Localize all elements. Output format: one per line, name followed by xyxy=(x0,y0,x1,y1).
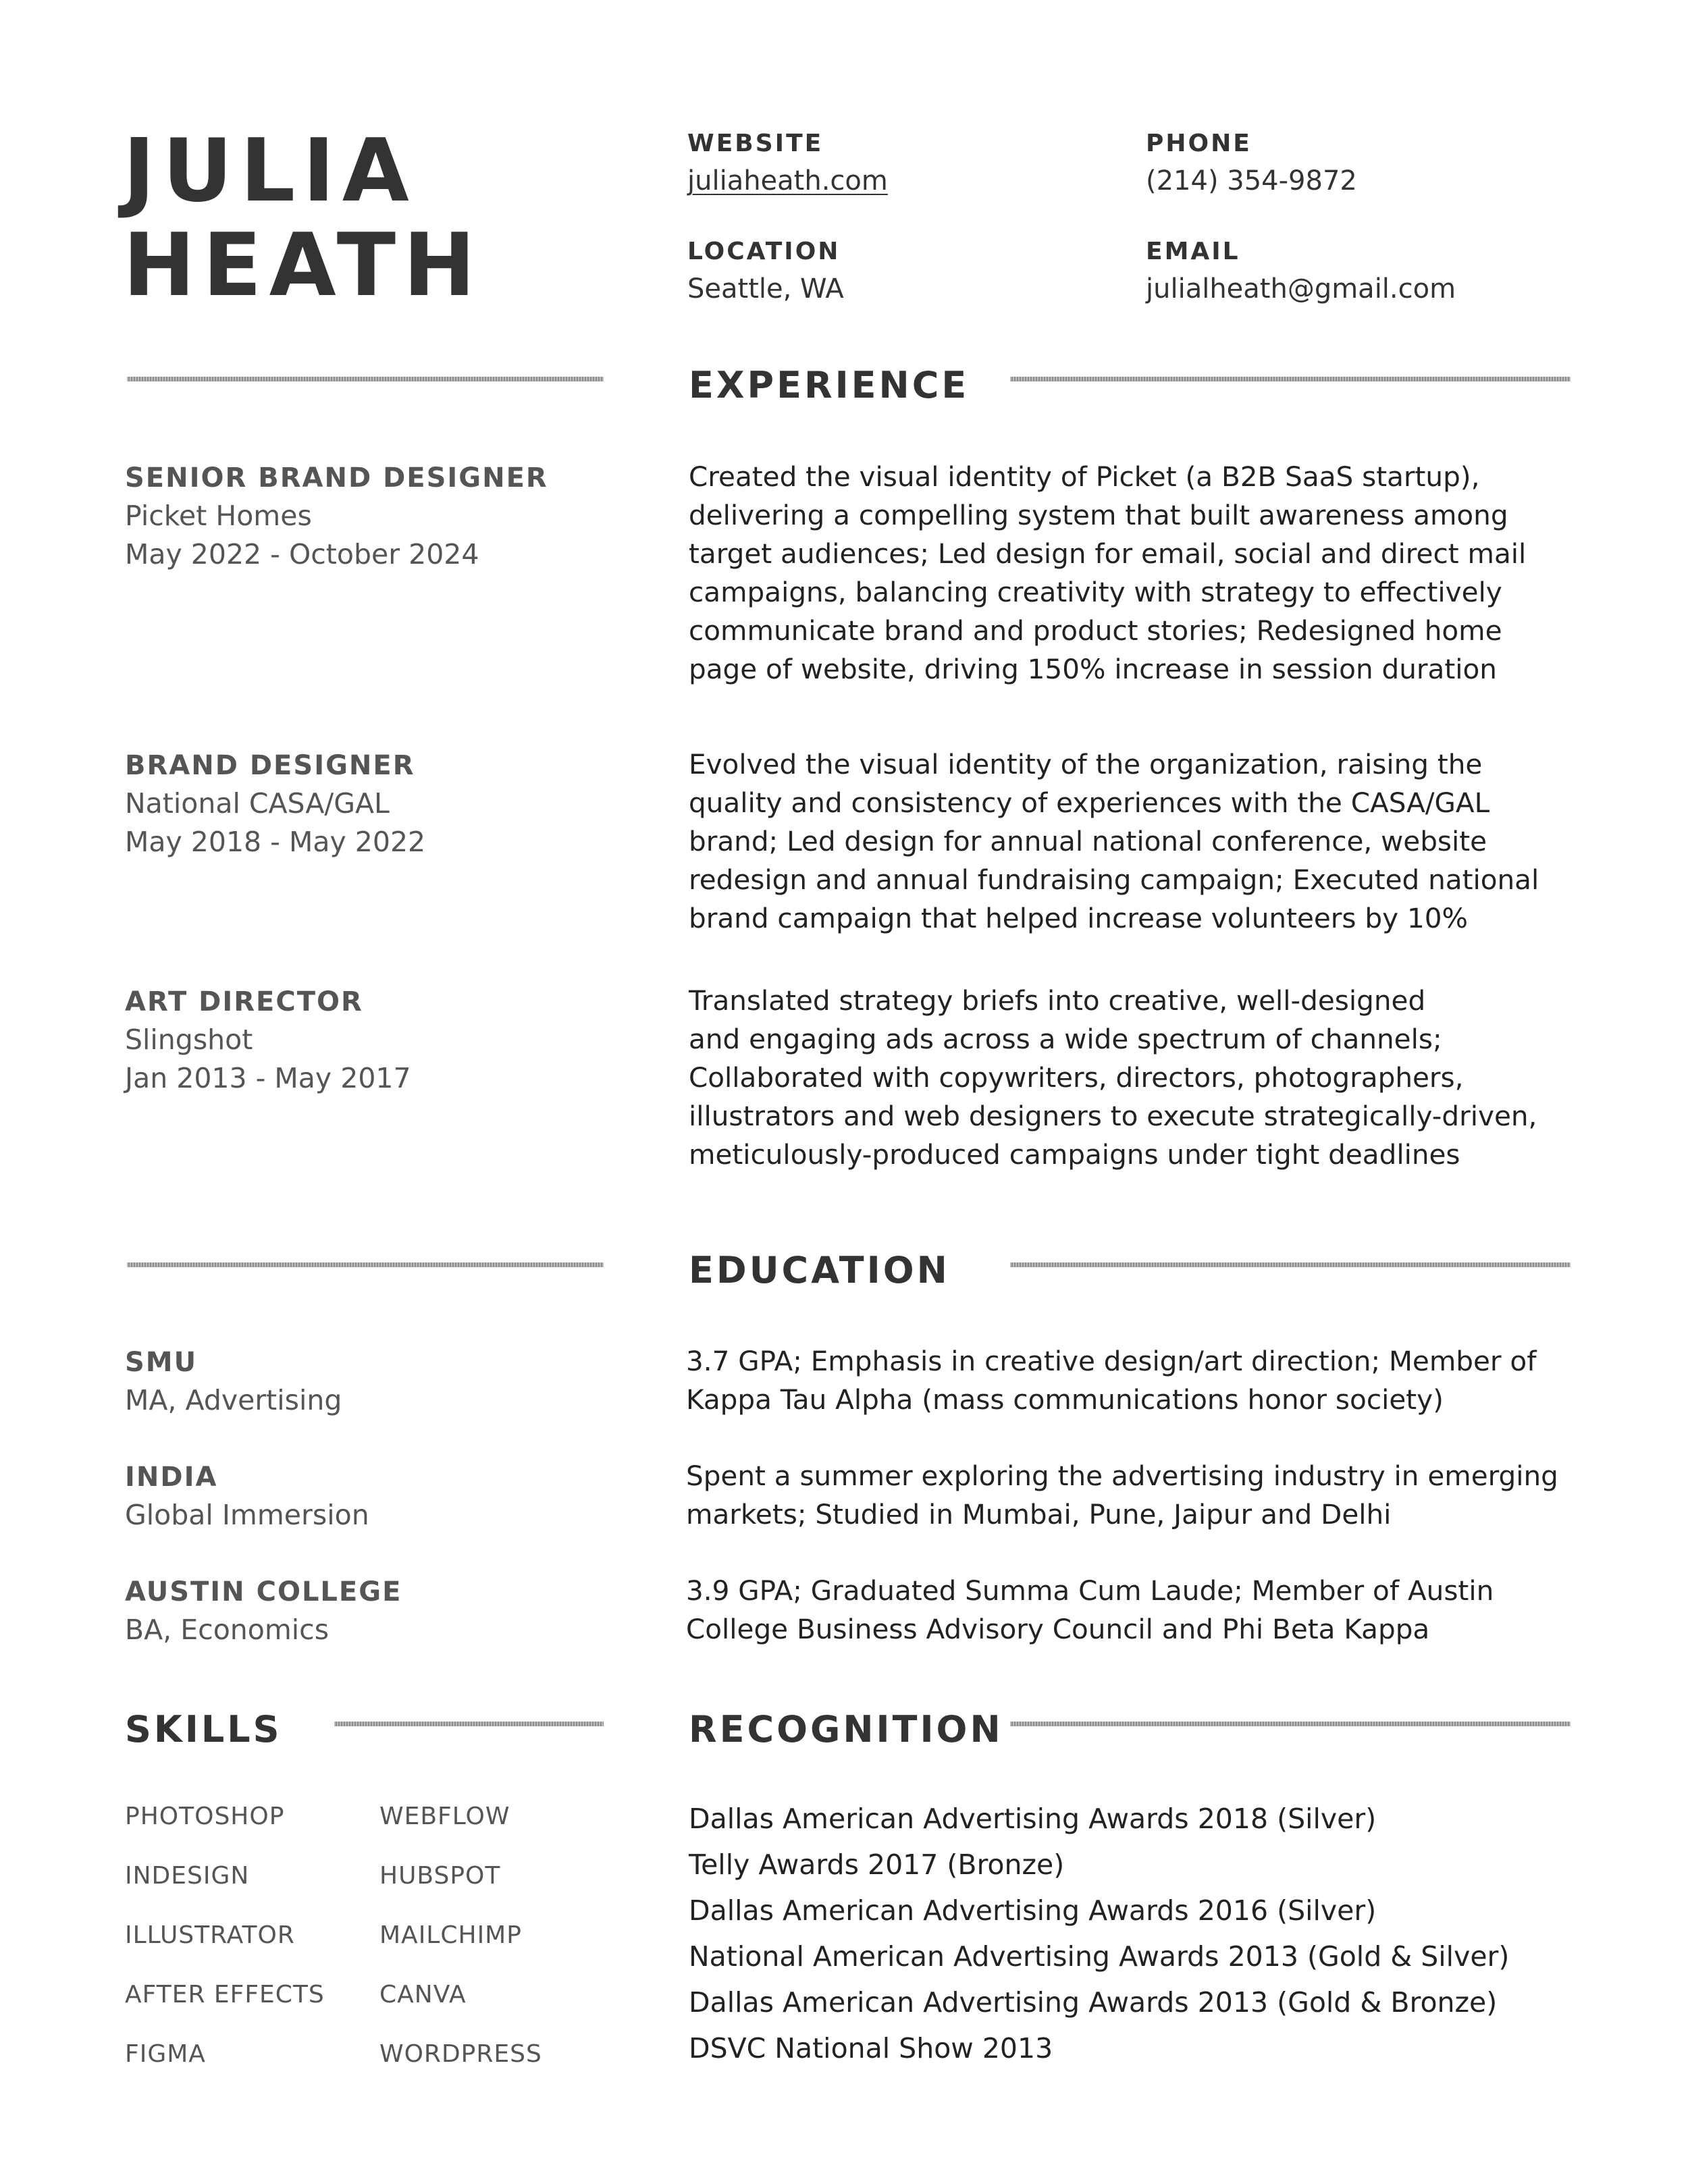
experience-item xyxy=(125,983,411,1098)
description-line: Collaborated with copywriters, directors, photographers, xyxy=(689,1061,1464,1094)
skills-column xyxy=(125,1800,325,2097)
section-rule-right xyxy=(1010,1722,1571,1726)
degree: MA, Advertising xyxy=(125,1384,342,1416)
description-line: 3.7 GPA; Emphasis in creative design/art direction; Member of xyxy=(686,1345,1537,1377)
email-value: julialheath@gmail.com xyxy=(1146,273,1456,304)
website-value xyxy=(687,162,888,200)
experience-item xyxy=(125,747,425,861)
email-label: EMAIL xyxy=(1146,238,1240,265)
job-company: Picket Homes xyxy=(125,500,312,532)
description-line: campaigns, balancing creativity with strategy to effectively xyxy=(689,576,1502,608)
job-dates: May 2022 - October 2024 xyxy=(125,538,479,570)
award-item: Dallas American Advertising Awards 2016 (Silver) xyxy=(689,1894,1377,1927)
section-rule-left xyxy=(127,377,604,381)
job-description xyxy=(689,982,1593,1174)
school-name: AUSTIN COLLEGE xyxy=(125,1576,402,1607)
award-item: Dallas American Advertising Awards 2013 (Gold & Bronze) xyxy=(689,1986,1498,2019)
description-line: and engaging ads across a wide spectrum of channels; xyxy=(689,1023,1442,1055)
section-rule-right xyxy=(1010,1262,1571,1267)
description-line: Kappa Tau Alpha (mass communications honor society) xyxy=(686,1383,1444,1416)
job-dates: May 2018 - May 2022 xyxy=(125,826,426,858)
award-item: Dallas American Advertising Awards 2018 (Silver) xyxy=(689,1803,1377,1835)
education-description xyxy=(686,1342,1591,1419)
website-link[interactable]: juliaheath.com xyxy=(687,165,888,196)
description-line: brand; Led design for annual national conference, website xyxy=(689,825,1487,857)
location-label: LOCATION xyxy=(687,238,841,265)
education-item xyxy=(125,1573,402,1649)
description-line: communicate brand and product stories; Redesigned home xyxy=(689,614,1502,647)
job-title: BRAND DESIGNER xyxy=(125,750,415,781)
award-item: DSVC National Show 2013 xyxy=(689,2032,1053,2065)
location-value: Seattle, WA xyxy=(687,273,844,304)
job-company: Slingshot xyxy=(125,1023,253,1056)
education-item xyxy=(125,1458,369,1535)
description-line: page of website, driving 150% increase in session duration xyxy=(689,653,1497,685)
skill-item: PHOTOSHOP xyxy=(125,1803,285,1830)
phone-label: PHONE xyxy=(1146,130,1252,157)
skills-column xyxy=(379,1800,542,2097)
description-line: target audiences; Led design for email, social and direct mail xyxy=(689,537,1527,570)
job-description xyxy=(689,458,1593,689)
description-line: meticulously-produced campaigns under tight deadlines xyxy=(689,1138,1460,1171)
education-heading: EDUCATION xyxy=(689,1249,950,1291)
skill-item: INDESIGN xyxy=(125,1862,250,1890)
description-line: College Business Advisory Council and Phi Beta Kappa xyxy=(686,1613,1430,1645)
name-last: HEATH xyxy=(123,215,483,316)
job-dates: Jan 2013 - May 2017 xyxy=(125,1062,411,1094)
award-item: Telly Awards 2017 (Bronze) xyxy=(689,1848,1065,1881)
description-line: 3.9 GPA; Graduated Summa Cum Laude; Member of Austin xyxy=(686,1574,1494,1607)
job-company: National CASA/GAL xyxy=(125,787,390,820)
description-line: Evolved the visual identity of the organization, raising the xyxy=(689,748,1483,780)
job-title: ART DIRECTOR xyxy=(125,986,363,1017)
skill-item: ILLUSTRATOR xyxy=(125,1921,295,1949)
skill-item: AFTER EFFECTS xyxy=(125,1981,325,2008)
skill-item: HUBSPOT xyxy=(379,1862,501,1890)
degree: Global Immersion xyxy=(125,1499,369,1531)
section-rule-left xyxy=(334,1722,604,1726)
skill-item: CANVA xyxy=(379,1981,467,2008)
skill-item: WEBFLOW xyxy=(379,1803,510,1830)
recognition-heading: RECOGNITION xyxy=(689,1708,1003,1751)
experience-heading: EXPERIENCE xyxy=(689,364,970,406)
skill-item: FIGMA xyxy=(125,2040,206,2068)
skill-item: WORDPRESS xyxy=(379,2040,542,2068)
description-line: markets; Studied in Mumbai, Pune, Jaipur and Delhi xyxy=(686,1498,1392,1530)
description-line: Spent a summer exploring the advertising industry in emerging xyxy=(686,1460,1558,1492)
degree: BA, Economics xyxy=(125,1614,329,1646)
skills-heading: SKILLS xyxy=(125,1708,282,1751)
description-line: delivering a compelling system that built awareness among xyxy=(689,499,1508,531)
school-name: INDIA xyxy=(125,1462,218,1493)
job-description xyxy=(689,745,1593,938)
education-description xyxy=(686,1572,1591,1649)
description-line: Translated strategy briefs into creative, well-designed xyxy=(689,984,1426,1017)
school-name: SMU xyxy=(125,1347,198,1378)
description-line: quality and consistency of experiences with the CASA/GAL xyxy=(689,787,1490,819)
section-rule-left xyxy=(127,1262,604,1267)
section-rule-right xyxy=(1010,377,1571,381)
education-item xyxy=(125,1343,342,1420)
description-line: illustrators and web designers to execute strategically-driven, xyxy=(689,1100,1537,1132)
description-line: redesign and annual fundraising campaign; Executed national xyxy=(689,863,1539,896)
website-label: WEBSITE xyxy=(687,130,824,157)
recognition-list xyxy=(689,1796,1509,2071)
education-description xyxy=(686,1457,1591,1534)
skill-item: MAILCHIMP xyxy=(379,1921,522,1949)
description-line: brand campaign that helped increase volunteers by 10% xyxy=(689,902,1468,934)
experience-item xyxy=(125,459,548,574)
phone-value: (214) 354-9872 xyxy=(1146,165,1357,196)
name-first: JULIA xyxy=(123,121,417,221)
job-title: SENIOR BRAND DESIGNER xyxy=(125,462,548,494)
description-line: Created the visual identity of Picket (a B2B SaaS startup), xyxy=(689,460,1480,493)
award-item: National American Advertising Awards 2013 (Gold & Silver) xyxy=(689,1940,1510,1973)
